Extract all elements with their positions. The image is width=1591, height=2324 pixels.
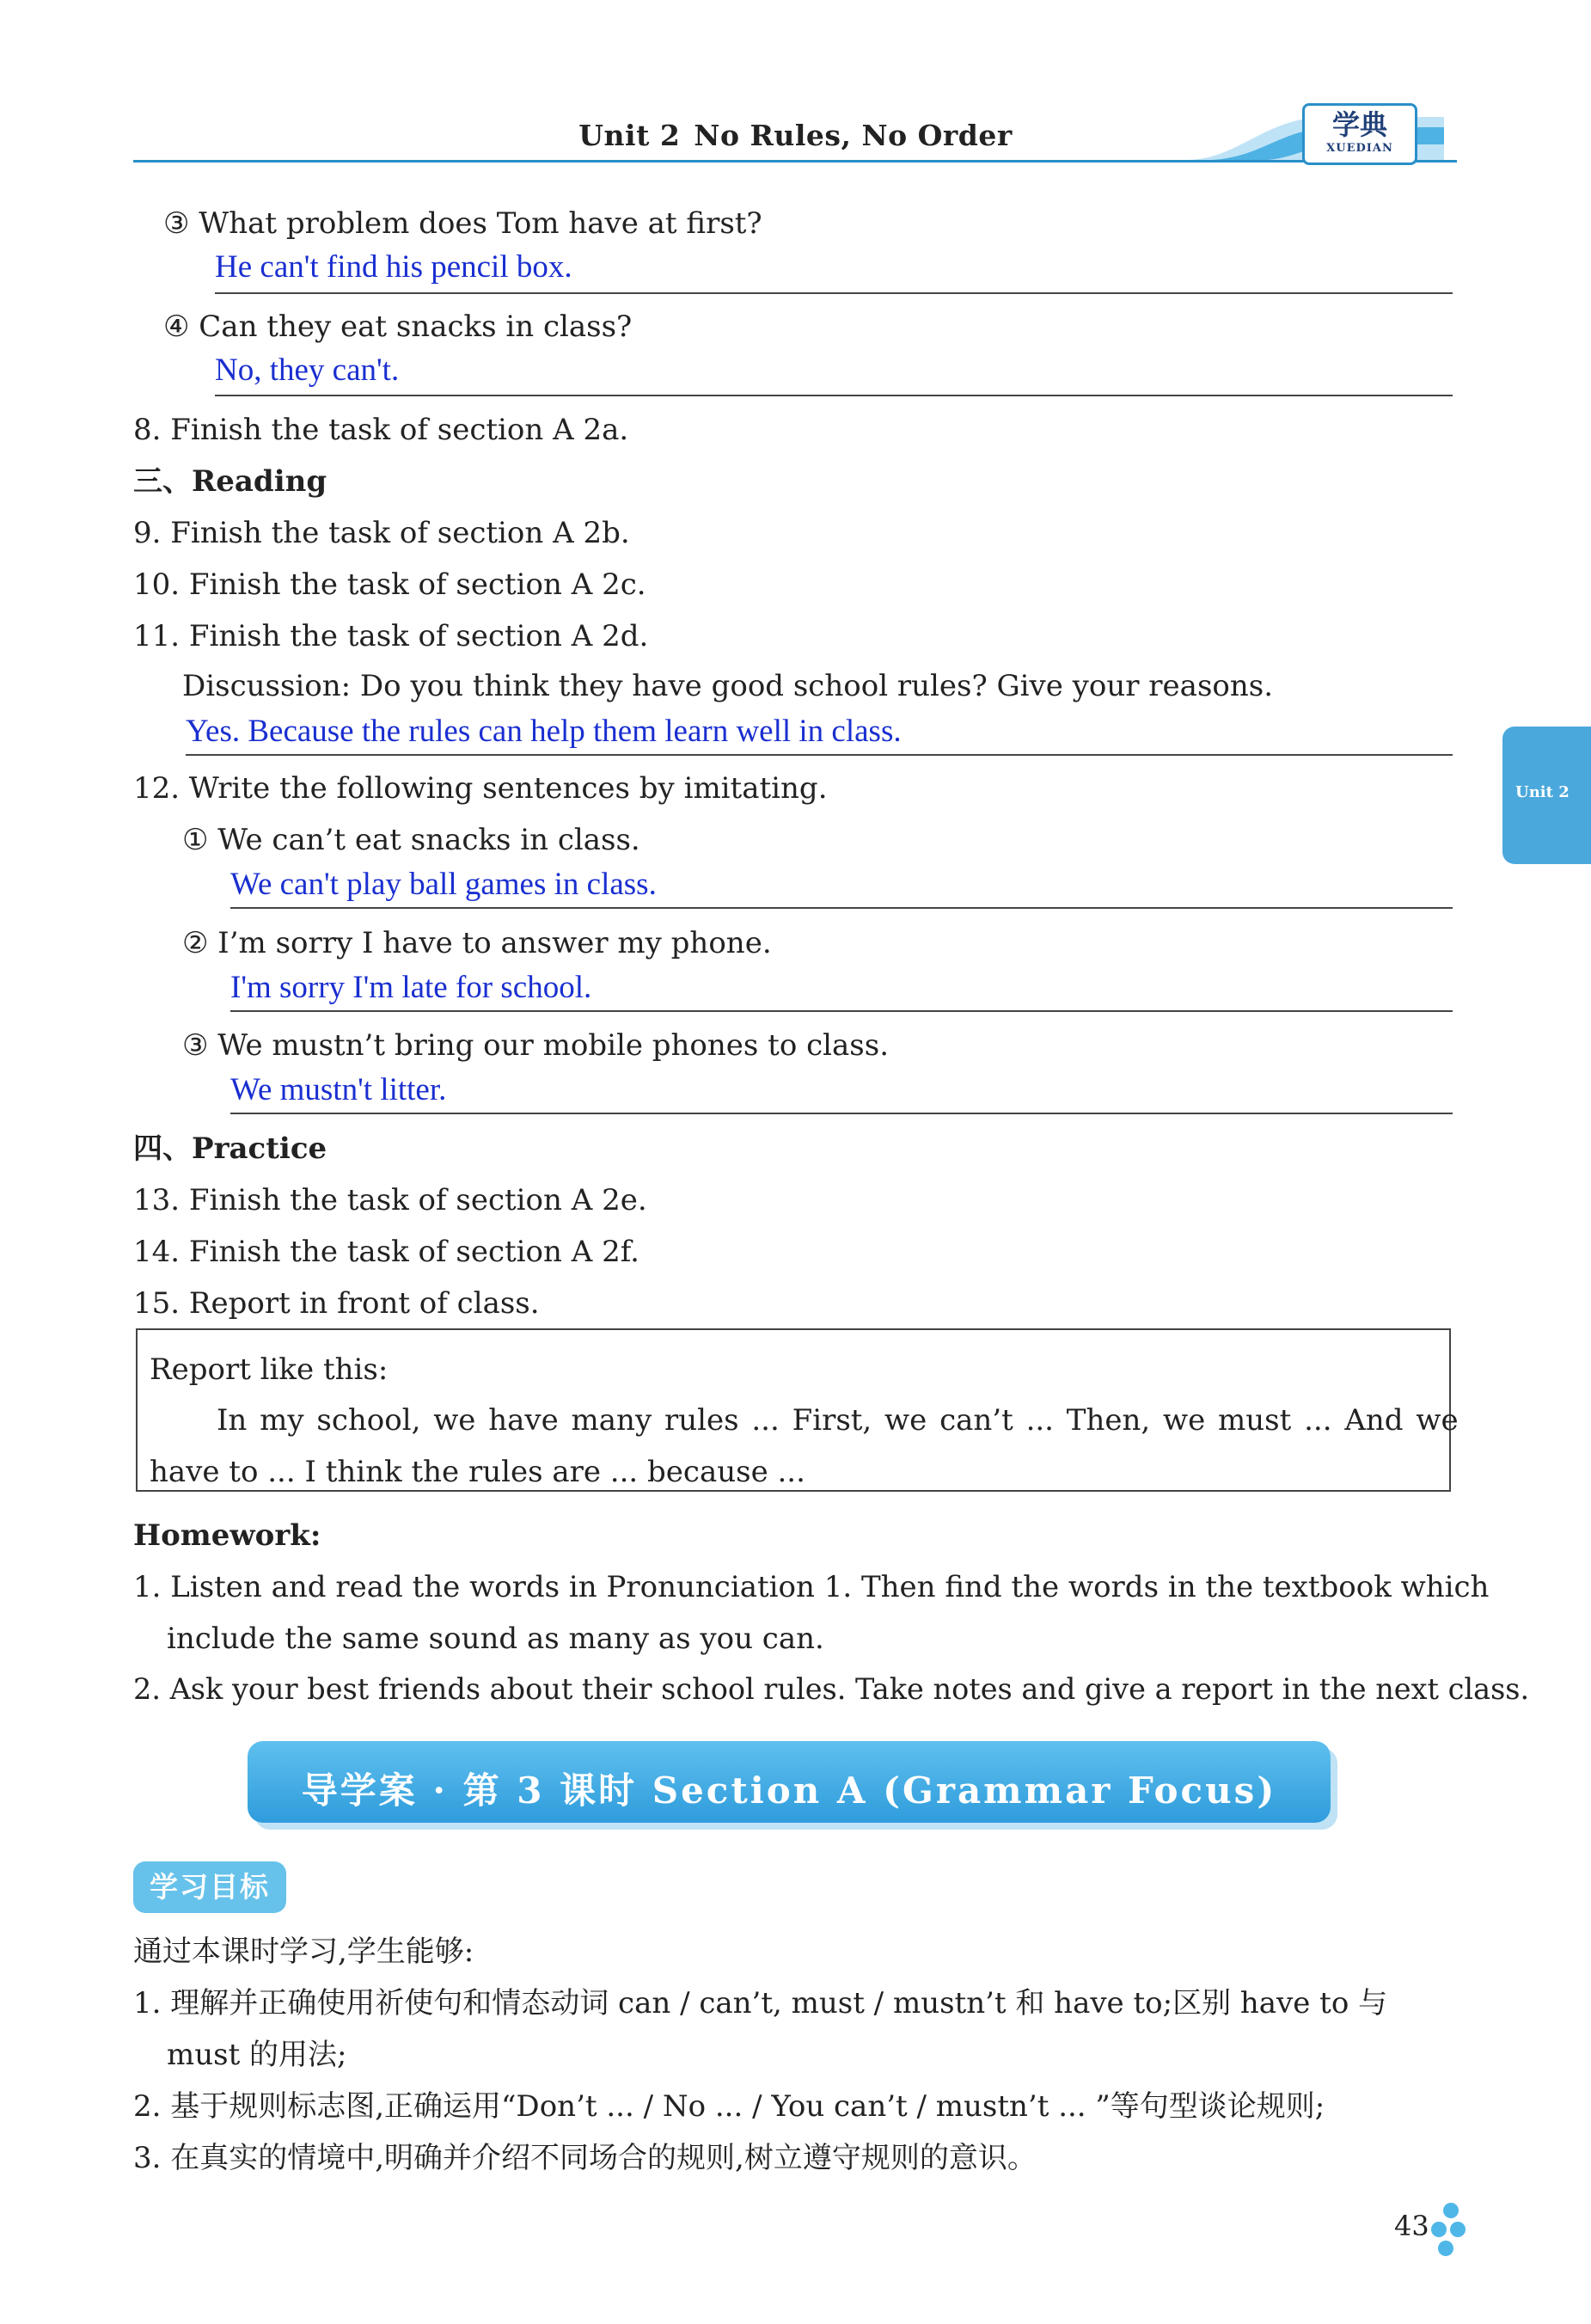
- report-line-1: In my school, we have many rules ... First, we can’t ... Then, we must ... And we: [217, 1403, 1459, 1438]
- q7-item3-answer: He can't find his pencil box.: [215, 249, 572, 285]
- q15-text: 15. Report in front of class.: [133, 1286, 540, 1321]
- objective-1-cont: must 的用法;: [167, 2038, 347, 2072]
- section-reading-heading: 三、Reading: [133, 464, 327, 499]
- q8-text: 8. Finish the task of section A 2a.: [133, 413, 629, 447]
- objectives-intro: 通过本课时学习,学生能够:: [133, 1935, 474, 1969]
- q7-item4-question: ④ Can they eat snacks in class?: [163, 310, 633, 344]
- q12-item2-prompt: ② I’m sorry I have to answer my phone.: [182, 926, 772, 960]
- q12-item3-answer: We mustn't litter.: [230, 1072, 447, 1107]
- lesson-banner-title: 导学案 · 第 3 课时 Section A (Grammar Focus): [301, 1769, 1277, 1812]
- q9-text: 9. Finish the task of section A 2b.: [133, 516, 630, 550]
- publisher-logo: 学典 XUEDIAN: [1302, 103, 1417, 165]
- objectives-badge: 学习目标: [133, 1861, 286, 1913]
- answer-line: [215, 395, 1453, 396]
- objective-3: 3. 在真实的情境中,明确并介绍不同场合的规则,树立遵守规则的意识。: [133, 2141, 1037, 2175]
- header-title: Unit 2 No Rules, No Order: [578, 119, 1013, 152]
- section-practice-heading: 四、Practice: [133, 1131, 327, 1166]
- q12-item1-prompt: ① We can’t eat snacks in class.: [182, 823, 640, 857]
- discussion-prompt: Discussion: Do you think they have good school rules? Give your reasons.: [182, 669, 1274, 703]
- answer-line: [186, 754, 1453, 756]
- homework-heading: Homework:: [133, 1518, 321, 1553]
- report-intro: Report like this:: [150, 1352, 389, 1387]
- q7-item4-answer: No, they can't.: [215, 353, 400, 388]
- q13-text: 13. Finish the task of section A 2e.: [133, 1183, 647, 1217]
- answer-line: [230, 1010, 1453, 1012]
- page-number: 43: [1394, 2210, 1429, 2242]
- header-rule: [133, 160, 1457, 162]
- q12-item1-answer: We can't play ball games in class.: [230, 867, 657, 902]
- answer-line: [230, 1113, 1453, 1114]
- q12-title: 12. Write the following sentences by imitating.: [133, 771, 828, 806]
- q14-text: 14. Finish the task of section A 2f.: [133, 1235, 639, 1269]
- homework-item-1-cont: include the same sound as many as you can.: [167, 1622, 824, 1656]
- homework-item-2: 2. Ask your best friends about their school rules. Take notes and give a report in the next class.: [133, 1672, 1530, 1706]
- answer-line: [215, 292, 1453, 294]
- report-line-2: have to ... I think the rules are ... because ...: [150, 1455, 805, 1489]
- page-dots-decoration: [1431, 2203, 1474, 2263]
- discussion-answer: Yes. Because the rules can help them learn well in class.: [186, 714, 902, 749]
- unit-side-tab[interactable]: Unit 2: [1502, 727, 1591, 864]
- q7-item3-question: ③ What problem does Tom have at first?: [163, 206, 762, 241]
- answer-line: [230, 907, 1453, 909]
- q12-item2-answer: I'm sorry I'm late for school.: [230, 970, 592, 1005]
- q12-item3-prompt: ③ We mustn’t bring our mobile phones to class.: [182, 1028, 890, 1063]
- q11-text: 11. Finish the task of section A 2d.: [133, 619, 649, 653]
- q10-text: 10. Finish the task of section A 2c.: [133, 567, 646, 602]
- objective-1: 1. 理解并正确使用祈使句和情态动词 can / can’t, must / mustn’t 和 have to;区别 have to 与: [133, 1986, 1388, 2020]
- homework-item-1: 1. Listen and read the words in Pronunciation 1. Then find the words in the textbook which: [133, 1570, 1490, 1604]
- objective-2: 2. 基于规则标志图,正确运用“Don’t ... / No ... / You can’t / mustn’t ... ”等句型谈论规则;: [133, 2089, 1325, 2124]
